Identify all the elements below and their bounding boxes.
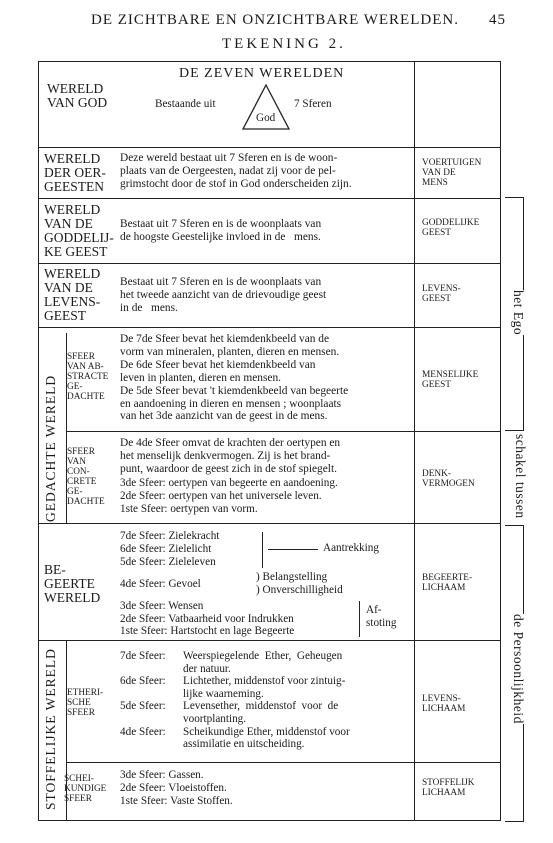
triangle-god-text: God: [256, 112, 276, 124]
figure-title: TEKENING 2.: [222, 36, 346, 52]
link-label: schakel tussen: [513, 434, 528, 519]
world-of-god-label: WERELD VAN GOD: [47, 81, 108, 110]
running-title: DE ZICHTBARE EN ONZICHTBARE WERELDEN.: [91, 12, 459, 28]
chemical-sphere-list: 3de Sfeer: Gassen. 2de Sfeer: Vloeistoffen. 1ste Sfeer: Vaste Stoffen.: [120, 769, 233, 807]
abstract-thought-description: De 7de Sfeer bevat het kiemdenkbeeld van de vorm van mineralen, planten, dieren en mensen. De 6de Sfeer bevat het kiemdenkbeeld van leven in planten, dieren en mensen. De 5de Sfeer bevat 't kiemdenkbeeld van begeerte en aandoening in dieren en mensen ; woonplaats van het 3de aanzicht van de geest in de mens.: [120, 333, 349, 423]
goddelijke-geest-vehicle: GODDELIJKE GEEST: [422, 218, 480, 238]
goddelijke-geest-label: WERELD VAN DE GODDELIJ- KE GEEST: [44, 202, 114, 259]
levensgeest-vehicle: LEVENS- GEEST: [422, 284, 461, 304]
attraction-line: [268, 549, 318, 550]
menselijke-geest-vehicle: MENSELIJKE GEEST: [422, 370, 479, 390]
stoffelijk-lichaam-vehicle: STOFFELIJK LICHAAM: [422, 778, 475, 798]
etheric-list: [120, 650, 408, 751]
table-title: DE ZEVEN WERELDEN: [179, 66, 345, 81]
attraction-text: Aantrekking: [323, 542, 379, 554]
ego-label: het Ego: [508, 290, 528, 335]
goddelijke-geest-description: Bestaat uit 7 Sferen en is de woonplaats van de hoogste Geestelijke invloed in de mens.: [120, 218, 322, 243]
levens-lichaam-vehicle: LEVENS- LICHAAM: [422, 694, 466, 714]
denkvermogen-vehicle: DENK- VERMOGEN: [422, 469, 475, 489]
feeling-sphere: 4de Sfeer: Gevoel: [120, 578, 201, 590]
page-number: 45: [489, 12, 506, 28]
etheric-item: 7de Sfeer: Weerspiegelende Ether, Geheugen der natuur.: [120, 650, 343, 675]
concrete-thought-label: SFEER VAN CON- CRETE GE- DACHTE: [67, 447, 105, 507]
concrete-thought-list: 3de Sfeer: oertypen van begeerte en aandoening. 2de Sfeer: oertypen van het universele leven. 1ste Sfeer: oertypen van vorm.: [120, 477, 338, 515]
levensgeest-label: WERELD VAN DE LEVENS- GEEST: [44, 266, 101, 323]
lower-brace: [355, 601, 360, 637]
concrete-thought-description: De 4de Sfeer omvat de krachten der oertypen en het menselijk denkvermogen. Zij is het brand- punt, waardoor de geest zich in de stof spiegelt.: [120, 437, 341, 475]
oergeesten-label: WERELD DER OER- GEESTEN: [44, 151, 106, 194]
consisting-of-text: Bestaande uit: [155, 98, 216, 110]
seven-spheres-text: 7 Sferen: [294, 98, 332, 110]
stoffelijke-wereld-vertical: STOFFELIJKE WERELD: [43, 648, 58, 810]
levensgeest-description: Bestaat uit 7 Sferen en is de woonplaats van het tweede aanzicht van de drievoudige geest in de mens.: [120, 276, 327, 314]
begeerte-wereld-label: BE- GEERTE WERELD: [44, 562, 101, 605]
upper-brace: [258, 532, 263, 568]
etheric-item: 5de Sfeer: Levensether, middenstof voor de voortplanting.: [120, 700, 339, 725]
chemical-sphere-label: SCHEI- KUNDIGE SFEER: [64, 774, 107, 804]
desire-upper-spheres: 7de Sfeer: Zielekracht 6de Sfeer: Zielelicht 5de Sfeer: Zieleleven: [120, 530, 220, 568]
right-column-divider: [414, 62, 415, 820]
repulsion-text: Af- stoting: [366, 604, 397, 629]
oergeesten-description: Deze wereld bestaat uit 7 Sferen en is de woon- plaats van de Oergeesten, nadat zij voor de pel- grimstocht door de stof in God onderscheiden zijn.: [120, 152, 352, 190]
etheric-item: 4de Sfeer: Scheikundige Ether, middenstof voor assimilatie en uitscheiding.: [120, 725, 350, 751]
personality-label: de Persoonlijkheid: [508, 614, 528, 724]
vehicles-header: VOERTUIGEN VAN DE MENS: [422, 158, 482, 188]
feeling-notes: ) Belangstelling ) Onverschilligheid: [256, 571, 343, 596]
gedachte-wereld-vertical: GEDACHTE WERELD: [43, 374, 58, 522]
etheric-item: 6de Sfeer: Lichtether, middenstof voor zintuig- lijke waarneming.: [120, 675, 346, 700]
begeerte-lichaam-vehicle: BEGEERTE- LICHAAM: [422, 573, 473, 593]
desire-lower-spheres: 3de Sfeer: Wensen 2de Sfeer: Vatbaarheid voor Indrukken 1ste Sfeer: Hartstocht en lage Begeerte: [120, 600, 295, 638]
etheric-sphere-label: ETHERI- SCHE SFEER: [67, 688, 104, 718]
abstract-thought-label: SFEER VAN AB- STRACTE GE- DACHTE: [67, 352, 109, 402]
